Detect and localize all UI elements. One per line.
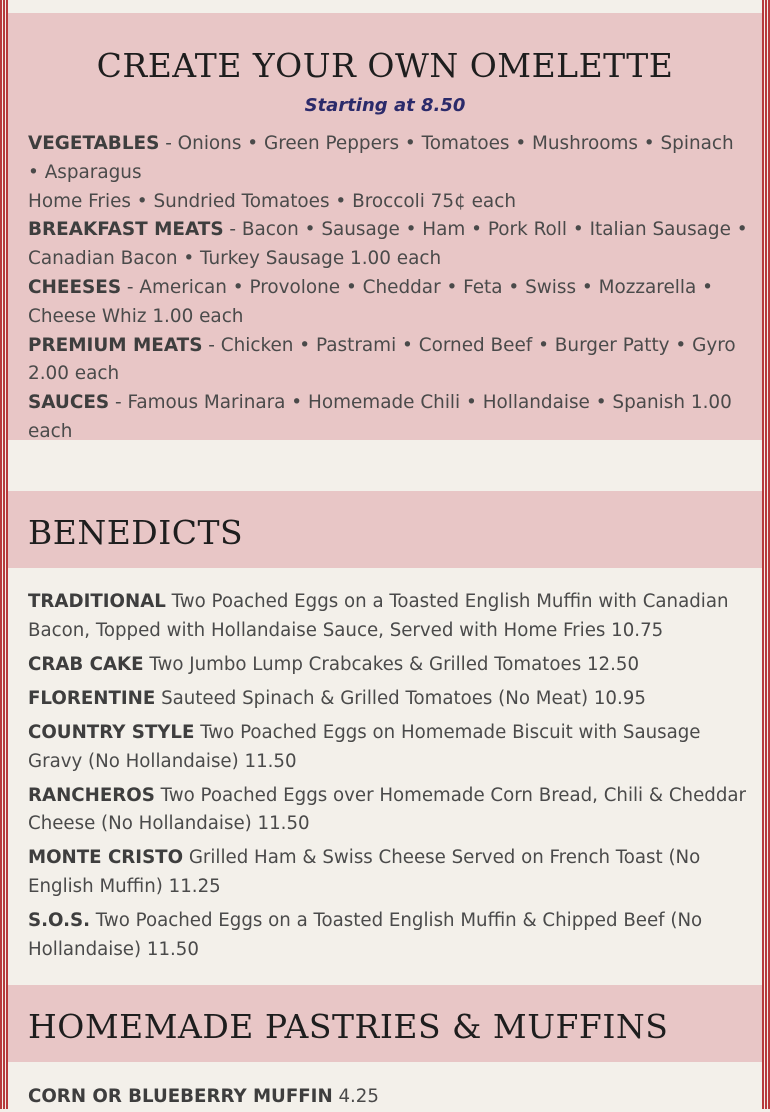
list-item bbox=[28, 685, 746, 714]
list-item bbox=[28, 782, 746, 840]
item-name: S.O.S. bbox=[28, 910, 90, 932]
omelette-options bbox=[28, 130, 748, 447]
item-description: 4.25 bbox=[332, 1086, 379, 1107]
option-text: - Onions • Green Peppers • Tomatoes • Mushrooms • Spinach • Asparagus bbox=[28, 133, 734, 183]
benedicts-list bbox=[28, 588, 746, 970]
pastries-list bbox=[28, 1083, 746, 1112]
benedicts-title: BENEDICTS bbox=[28, 513, 244, 552]
item-name: MONTE CRISTO bbox=[28, 847, 184, 869]
item-name: COUNTRY STYLE bbox=[28, 721, 195, 743]
option-label: CHEESES bbox=[28, 276, 122, 298]
list-item bbox=[28, 719, 746, 777]
list-item bbox=[28, 651, 746, 680]
option-row-vegetables-extra bbox=[28, 188, 748, 217]
option-text: - Bacon • Sausage • Ham • Pork Roll • Italian Sausage • Canadian Bacon • Turkey Sausage 1.00 each bbox=[28, 219, 748, 270]
omelette-starting-price: Starting at 8.50 bbox=[304, 95, 466, 116]
option-label: PREMIUM MEATS bbox=[28, 334, 203, 356]
left-border-stripe bbox=[0, 0, 8, 1109]
omelette-title: CREATE YOUR OWN OMELETTE bbox=[96, 46, 674, 85]
list-item bbox=[28, 907, 746, 965]
option-row-cheeses bbox=[28, 274, 748, 332]
item-name: RANCHEROS bbox=[28, 784, 155, 806]
item-description: Two Poached Eggs on a Toasted English Muffin & Chipped Beef (No Hollandaise) 11.50 bbox=[28, 910, 703, 960]
option-text: - Chicken • Pastrami • Corned Beef • Burger Patty • Gyro 2.00 each bbox=[28, 334, 736, 385]
item-name: TRADITIONAL bbox=[28, 591, 166, 612]
item-name: CORN OR BLUEBERRY MUFFIN bbox=[28, 1086, 333, 1107]
option-row-premium-meats bbox=[28, 332, 748, 390]
pastries-title: HOMEMADE PASTRIES & MUFFINS bbox=[28, 1007, 669, 1046]
option-text: - Famous Marinara • Homemade Chili • Hollandaise • Spanish 1.00 each bbox=[28, 392, 732, 442]
option-label: BREAKFAST MEATS bbox=[28, 219, 224, 241]
item-name: CRAB CAKE bbox=[28, 653, 144, 675]
right-border-stripe bbox=[762, 0, 770, 1109]
option-row-sauces bbox=[28, 389, 748, 447]
omelette-section bbox=[8, 13, 762, 440]
option-label: VEGETABLES bbox=[28, 133, 160, 154]
option-row-vegetables bbox=[28, 130, 748, 188]
option-row-breakfast-meats bbox=[28, 216, 748, 274]
item-description: Two Poached Eggs over Homemade Corn Bread, Chili & Cheddar Cheese (No Hollandaise) 11.50 bbox=[28, 784, 746, 835]
item-description: Two Jumbo Lump Crabcakes & Grilled Tomatoes 12.50 bbox=[143, 653, 640, 675]
list-item bbox=[28, 588, 746, 646]
pastries-header bbox=[8, 985, 762, 1062]
option-label: SAUCES bbox=[28, 392, 110, 414]
item-name: FLORENTINE bbox=[28, 687, 156, 709]
item-description: Grilled Ham & Swiss Cheese Served on French Toast (No English Muffin) 11.25 bbox=[28, 847, 701, 898]
item-description: Two Poached Eggs on Homemade Biscuit with Sausage Gravy (No Hollandaise) 11.50 bbox=[28, 721, 701, 772]
item-description: Two Poached Eggs on a Toasted English Muffin with Canadian Bacon, Topped with Hollandaise Sauce, Served with Home Fries 10.75 bbox=[28, 591, 729, 641]
list-item bbox=[28, 844, 746, 902]
option-text: - American • Provolone • Cheddar • Feta • Swiss • Mozzarella • Cheese Whiz 1.00 each bbox=[28, 276, 713, 327]
item-description: Sauteed Spinach & Grilled Tomatoes (No Meat) 10.95 bbox=[155, 687, 646, 709]
benedicts-header bbox=[8, 491, 762, 568]
option-text: Home Fries • Sundried Tomatoes • Broccoli 75¢ each bbox=[28, 190, 516, 212]
list-item bbox=[28, 1083, 746, 1112]
